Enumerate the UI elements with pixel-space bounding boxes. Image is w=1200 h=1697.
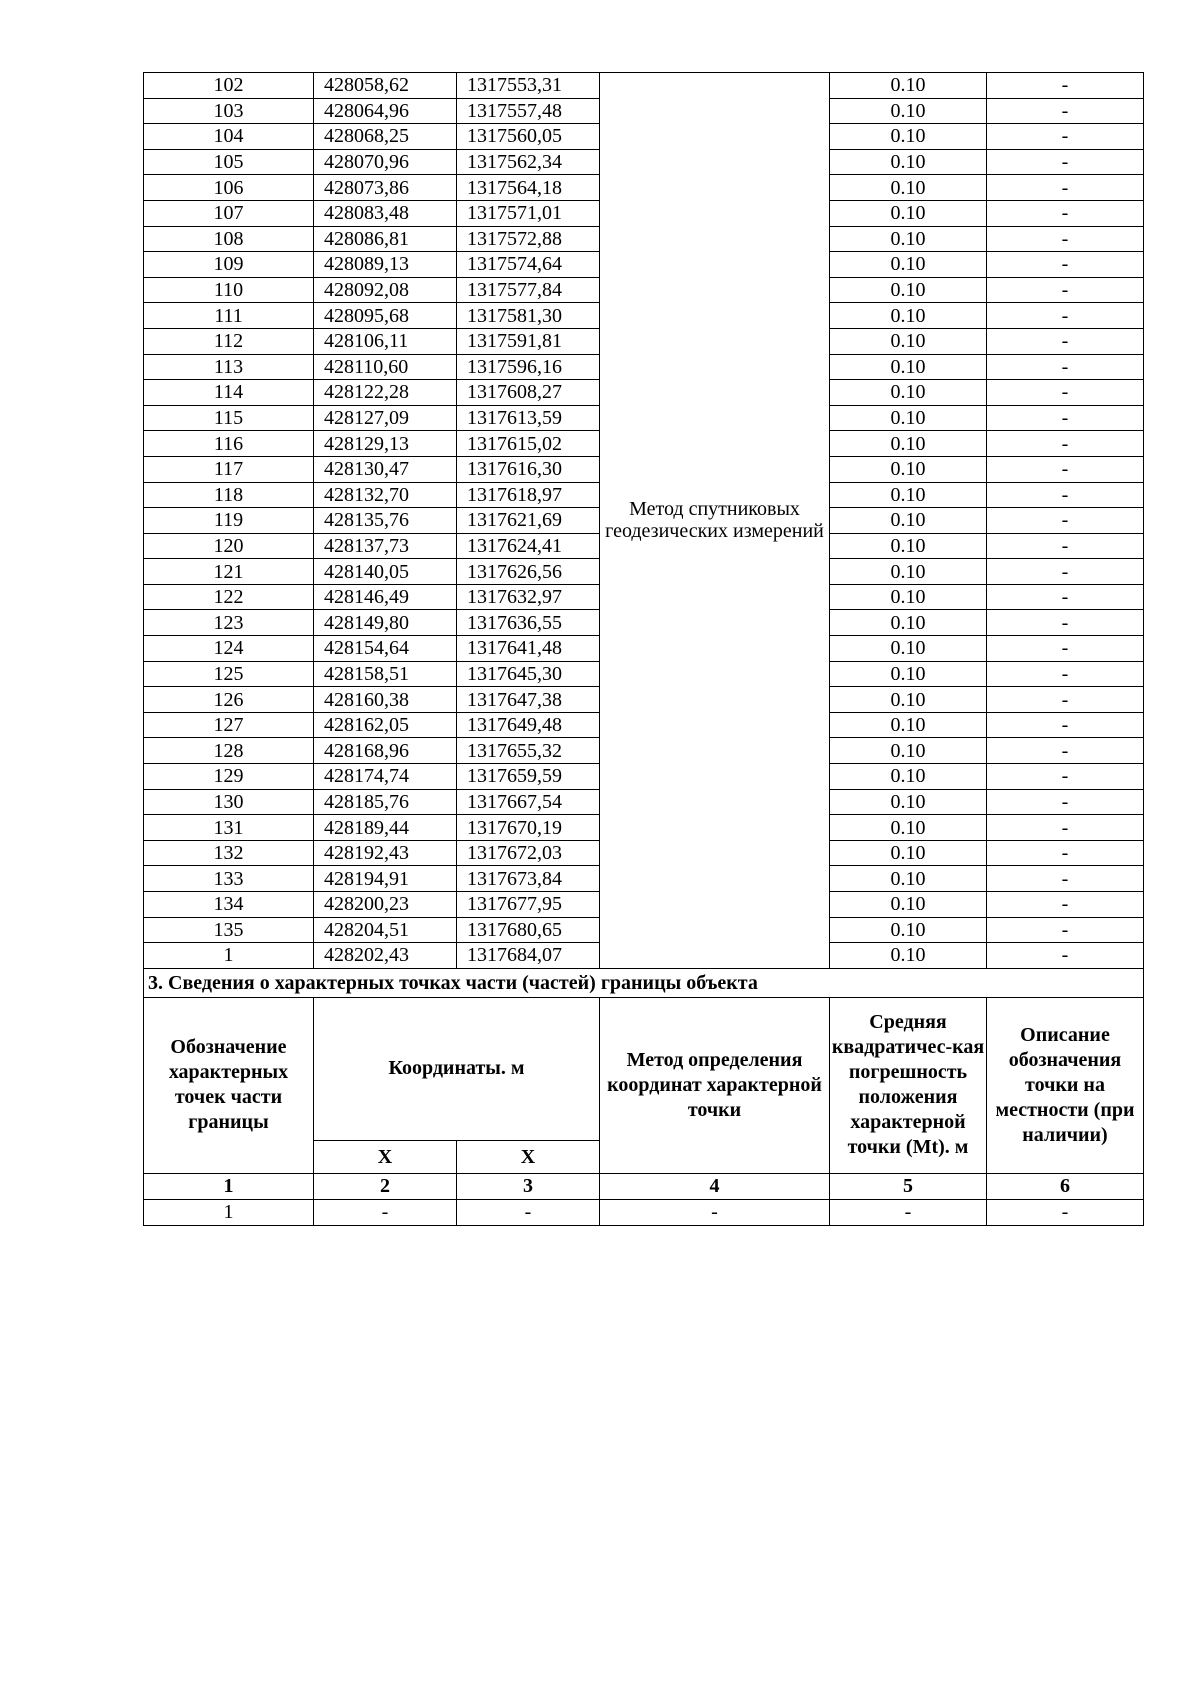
coord-x: 428158,51 (314, 661, 457, 687)
description: - (987, 405, 1144, 431)
accuracy: 0.10 (830, 661, 987, 687)
coord-x: 428174,74 (314, 764, 457, 790)
point-number: 115 (144, 405, 314, 431)
header-method: Метод определения координат характерной точки (600, 997, 830, 1173)
point-number: 1 (144, 943, 314, 969)
description: - (987, 508, 1144, 534)
coord-x: 428194,91 (314, 866, 457, 892)
header-coordinates: Координаты. м (314, 997, 600, 1140)
coord-y: 1317560,05 (457, 124, 600, 150)
point-number: 106 (144, 175, 314, 201)
description: - (987, 303, 1144, 329)
coord-y: 1317577,84 (457, 277, 600, 303)
coord-x: 428132,70 (314, 482, 457, 508)
point-number: 105 (144, 149, 314, 175)
point-number: 125 (144, 661, 314, 687)
description: - (987, 252, 1144, 278)
accuracy: 0.10 (830, 892, 987, 918)
point-number: 120 (144, 533, 314, 559)
point-number: 103 (144, 98, 314, 124)
point-number: 133 (144, 866, 314, 892)
point-number: 135 (144, 917, 314, 943)
point-number: 124 (144, 636, 314, 662)
description: - (987, 226, 1144, 252)
point-number: 128 (144, 738, 314, 764)
point-number: 112 (144, 328, 314, 354)
header-designation: Обозначение характерных точек части границы (144, 997, 314, 1173)
accuracy: 0.10 (830, 508, 987, 534)
section3-block (144, 968, 1144, 1225)
accuracy: 0.10 (830, 73, 987, 99)
accuracy: 0.10 (830, 124, 987, 150)
coord-x: 428154,64 (314, 636, 457, 662)
point-number: 110 (144, 277, 314, 303)
coord-y: 1317618,97 (457, 482, 600, 508)
coord-y: 1317562,34 (457, 149, 600, 175)
accuracy: 0.10 (830, 789, 987, 815)
description: - (987, 892, 1144, 918)
point-number: 121 (144, 559, 314, 585)
description: - (987, 98, 1144, 124)
accuracy: 0.10 (830, 764, 987, 790)
coord-x: 428086,81 (314, 226, 457, 252)
coord-y: 1317581,30 (457, 303, 600, 329)
accuracy: 0.10 (830, 226, 987, 252)
header-accuracy: Средняя квадратичес-кая погрешность положения характерной точки (Mt). м (830, 997, 987, 1173)
section3-title: 3. Сведения о характерных точках части (частей) границы объекта (144, 968, 1144, 997)
accuracy: 0.10 (830, 149, 987, 175)
accuracy: 0.10 (830, 277, 987, 303)
coord-y: 1317655,32 (457, 738, 600, 764)
accuracy: 0.10 (830, 866, 987, 892)
accuracy: - (830, 1199, 987, 1225)
coord-y: 1317624,41 (457, 533, 600, 559)
accuracy: 0.10 (830, 815, 987, 841)
accuracy: 0.10 (830, 431, 987, 457)
accuracy: 0.10 (830, 533, 987, 559)
description: - (987, 124, 1144, 150)
point-number: 1 (144, 1199, 314, 1225)
description: - (987, 328, 1144, 354)
coord-y: 1317659,59 (457, 764, 600, 790)
coord-x: 428068,25 (314, 124, 457, 150)
coord-y: 1317641,48 (457, 636, 600, 662)
coord-y: 1317649,48 (457, 712, 600, 738)
coord-x: 428149,80 (314, 610, 457, 636)
coord-x: 428095,68 (314, 303, 457, 329)
description: - (987, 840, 1144, 866)
coord-y: 1317645,30 (457, 661, 600, 687)
point-number: 130 (144, 789, 314, 815)
description: - (987, 943, 1144, 969)
description: - (987, 738, 1144, 764)
accuracy: 0.10 (830, 405, 987, 431)
point-number: 123 (144, 610, 314, 636)
coord-y: 1317572,88 (457, 226, 600, 252)
accuracy: 0.10 (830, 584, 987, 610)
description: - (987, 917, 1144, 943)
point-number: 104 (144, 124, 314, 150)
description: - (987, 175, 1144, 201)
coord-x: 428185,76 (314, 789, 457, 815)
coord-x: 428200,23 (314, 892, 457, 918)
accuracy: 0.10 (830, 380, 987, 406)
point-number: 129 (144, 764, 314, 790)
coord-x: 428073,86 (314, 175, 457, 201)
coord-y: 1317647,38 (457, 687, 600, 713)
point-number: 119 (144, 508, 314, 534)
coord-y: 1317616,30 (457, 456, 600, 482)
coord-y: 1317596,16 (457, 354, 600, 380)
point-number: 127 (144, 712, 314, 738)
coord-x: 428058,62 (314, 73, 457, 99)
description: - (987, 482, 1144, 508)
description: - (987, 712, 1144, 738)
coord-y: 1317553,31 (457, 73, 600, 99)
point-number: 108 (144, 226, 314, 252)
coord-x: 428106,11 (314, 328, 457, 354)
description: - (987, 380, 1144, 406)
column-number: 3 (457, 1173, 600, 1199)
coord-x: 428140,05 (314, 559, 457, 585)
description: - (987, 789, 1144, 815)
accuracy: 0.10 (830, 252, 987, 278)
description: - (987, 533, 1144, 559)
header-description: Описание обозначения точки на местности (при наличии) (987, 997, 1144, 1173)
coord-x: 428192,43 (314, 840, 457, 866)
coord-x: 428092,08 (314, 277, 457, 303)
method: - (600, 1199, 830, 1225)
accuracy: 0.10 (830, 175, 987, 201)
coord-y: 1317677,95 (457, 892, 600, 918)
coord-x: - (314, 1199, 457, 1225)
description: - (987, 559, 1144, 585)
coord-y: 1317571,01 (457, 200, 600, 226)
table-row (144, 1199, 1144, 1225)
point-number: 111 (144, 303, 314, 329)
coord-y: 1317608,27 (457, 380, 600, 406)
point-number: 132 (144, 840, 314, 866)
description: - (987, 354, 1144, 380)
description: - (987, 277, 1144, 303)
description: - (987, 764, 1144, 790)
accuracy: 0.10 (830, 738, 987, 764)
accuracy: 0.10 (830, 482, 987, 508)
accuracy: 0.10 (830, 456, 987, 482)
accuracy: 0.10 (830, 687, 987, 713)
coord-x: 428189,44 (314, 815, 457, 841)
coord-y: 1317636,55 (457, 610, 600, 636)
accuracy: 0.10 (830, 610, 987, 636)
point-number: 122 (144, 584, 314, 610)
description: - (987, 815, 1144, 841)
coord-x: 428162,05 (314, 712, 457, 738)
description: - (987, 200, 1144, 226)
coord-x: 428127,09 (314, 405, 457, 431)
column-number: 1 (144, 1173, 314, 1199)
description: - (987, 661, 1144, 687)
boundary-points-table (143, 72, 1144, 1226)
description: - (987, 431, 1144, 457)
coord-x: 428070,96 (314, 149, 457, 175)
coord-x: 428160,38 (314, 687, 457, 713)
coord-y: 1317684,07 (457, 943, 600, 969)
coord-y: 1317613,59 (457, 405, 600, 431)
accuracy: 0.10 (830, 354, 987, 380)
coord-x: 428168,96 (314, 738, 457, 764)
coord-x: 428146,49 (314, 584, 457, 610)
header-y: X (457, 1140, 600, 1173)
description: - (987, 456, 1144, 482)
accuracy: 0.10 (830, 840, 987, 866)
point-number: 114 (144, 380, 314, 406)
accuracy: 0.10 (830, 636, 987, 662)
description: - (987, 1199, 1144, 1225)
coord-x: 428110,60 (314, 354, 457, 380)
coord-y: 1317632,97 (457, 584, 600, 610)
coord-y: 1317626,56 (457, 559, 600, 585)
coord-x: 428122,28 (314, 380, 457, 406)
coord-y: 1317680,65 (457, 917, 600, 943)
coord-y: 1317673,84 (457, 866, 600, 892)
accuracy: 0.10 (830, 303, 987, 329)
description: - (987, 687, 1144, 713)
coord-y: 1317564,18 (457, 175, 600, 201)
coord-y: 1317591,81 (457, 328, 600, 354)
point-number: 102 (144, 73, 314, 99)
point-number: 117 (144, 456, 314, 482)
point-number: 113 (144, 354, 314, 380)
coord-x: 428130,47 (314, 456, 457, 482)
coord-x: 428202,43 (314, 943, 457, 969)
coord-x: 428135,76 (314, 508, 457, 534)
point-number: 118 (144, 482, 314, 508)
points-table-body (144, 73, 1144, 969)
coord-y: 1317615,02 (457, 431, 600, 457)
accuracy: 0.10 (830, 712, 987, 738)
point-number: 116 (144, 431, 314, 457)
point-number: 126 (144, 687, 314, 713)
coord-x: 428089,13 (314, 252, 457, 278)
coord-x: 428137,73 (314, 533, 457, 559)
coord-x: 428204,51 (314, 917, 457, 943)
point-number: 134 (144, 892, 314, 918)
point-number: 109 (144, 252, 314, 278)
description: - (987, 149, 1144, 175)
description: - (987, 610, 1144, 636)
description: - (987, 866, 1144, 892)
coord-x: 428129,13 (314, 431, 457, 457)
coord-y: 1317672,03 (457, 840, 600, 866)
table-row (144, 73, 1144, 99)
column-number: 4 (600, 1173, 830, 1199)
coord-y: 1317621,69 (457, 508, 600, 534)
header-x: X (314, 1140, 457, 1173)
coord-y: 1317667,54 (457, 789, 600, 815)
description: - (987, 636, 1144, 662)
measurement-method: Метод спутниковых геодезических измерений (600, 73, 830, 969)
column-number: 5 (830, 1173, 987, 1199)
accuracy: 0.10 (830, 328, 987, 354)
coord-y: 1317557,48 (457, 98, 600, 124)
point-number: 131 (144, 815, 314, 841)
document-sheet (143, 72, 1143, 1226)
coord-y: - (457, 1199, 600, 1225)
column-number: 6 (987, 1173, 1144, 1199)
accuracy: 0.10 (830, 98, 987, 124)
accuracy: 0.10 (830, 917, 987, 943)
description: - (987, 73, 1144, 99)
column-numbers-row (144, 1173, 1144, 1199)
coord-x: 428083,48 (314, 200, 457, 226)
point-number: 107 (144, 200, 314, 226)
accuracy: 0.10 (830, 943, 987, 969)
column-number: 2 (314, 1173, 457, 1199)
accuracy: 0.10 (830, 559, 987, 585)
coord-y: 1317574,64 (457, 252, 600, 278)
coord-x: 428064,96 (314, 98, 457, 124)
description: - (987, 584, 1144, 610)
accuracy: 0.10 (830, 200, 987, 226)
coord-y: 1317670,19 (457, 815, 600, 841)
